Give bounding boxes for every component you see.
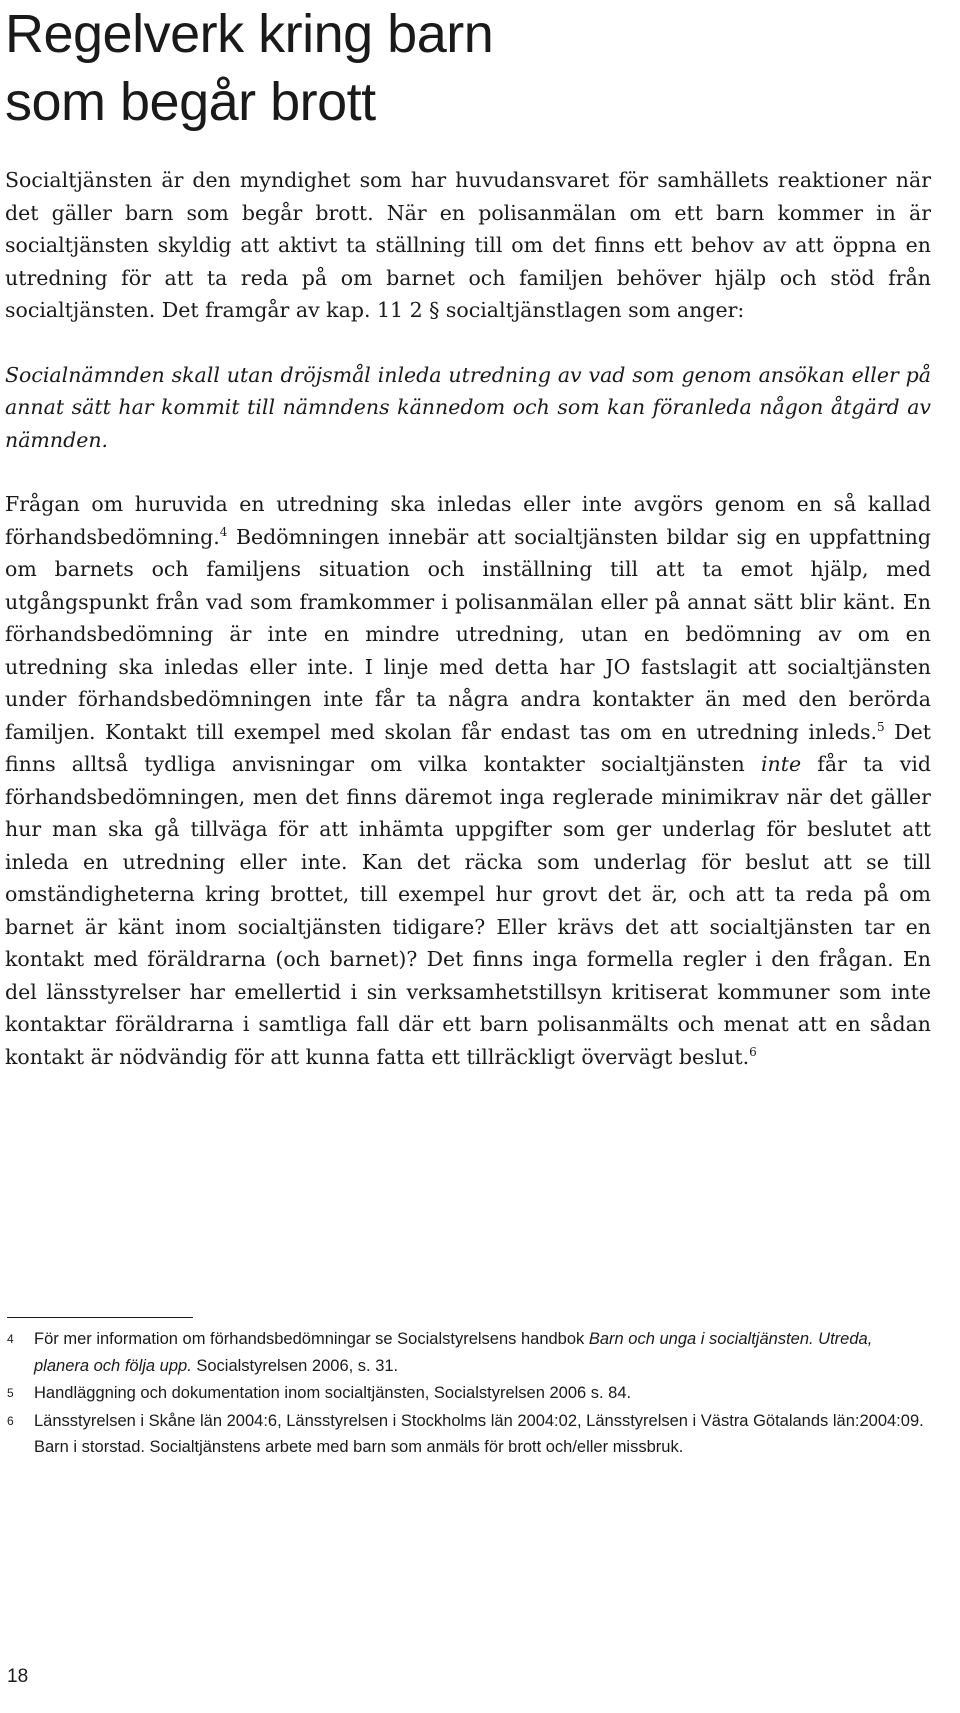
- footnote-4: [7, 1326, 927, 1379]
- footnote-text-part: För mer information om förhandsbedömningar se Socialstyrelsens handbok: [34, 1330, 589, 1348]
- footnote-text: Handläggning och dokumentation inom socialtjänsten, Socialstyrelsen 2006 s. 84.: [34, 1384, 632, 1402]
- footnote-divider: [7, 1317, 193, 1318]
- paragraph-sentence-3: Det finns alltså tydliga anvisningar om vilka kontakter socialtjänsten: [5, 719, 931, 776]
- footnote-text: Länsstyrelsen i Skåne län 2004:6, Länsstyrelsen i Stockholms län 2004:02, Länsstyrelsen i Västra Götalands län:2004:09. Barn i storstad. Socialtjänstens arbete med barn som anmäls för brott och/eller missbruk.: [34, 1411, 924, 1456]
- footnote-ref-4: 4: [219, 524, 228, 539]
- body-paragraph: [5, 488, 931, 1073]
- footnote-number: 4: [7, 1332, 14, 1346]
- law-quote: Socialnämnden skall utan dröjsmål inleda utredning av vad som genom ansökan eller på annat sätt har kommit till nämndens kännedom och som kan föranleda någon åtgärd av nämnden.: [5, 362, 931, 452]
- footnote-5: [7, 1380, 927, 1407]
- footnote-6: [7, 1408, 927, 1461]
- intro-paragraph: Socialtjänsten är den myndighet som har huvudansvaret för samhällets reaktioner när det gäller barn som begår brott. När en polisanmälan om ett barn kommer in är socialtjänsten skyldig att aktivt ta ställning till om det finns ett behov av att öppna en utredning för att ta reda på om barnet och familjen behöver hjälp och stöd från socialtjänsten. Det framgår av kap. 11 2 § socialtjänstlagen som anger:: [5, 168, 931, 322]
- footnotes: [7, 1326, 927, 1462]
- paragraph-sentence-4: får ta vid förhandsbedömningen, men det finns däremot inga reglerade minimikrav när det gäller hur man ska gå tillväga för att inhämta uppgifter som ger underlag för beslutet att inleda en utredning eller inte. Kan det räcka som underlag för beslut att se till omständigheterna kring brottet, till exempel hur grovt det är, och att ta reda på om barnet är känt inom socialtjänsten tidigare? Eller krävs det att socialtjänsten tar en kontakt med föräldrarna (och barnet)? Det finns inga formella regler i den frågan. En del länsstyrelser har emellertid i sin verksamhetstillsyn kritiserat kommuner som inte kontaktar föräldrarna i samtliga fall där ett barn polisanmälts och menat att en sådan kontakt är nödvändig för att kunna fatta ett tillräckligt övervägt beslut.: [5, 752, 931, 1069]
- footnote-text-part: Socialstyrelsen 2006, s. 31.: [191, 1356, 399, 1375]
- footnote-text: [34, 1326, 927, 1379]
- document-page: [5, 0, 931, 1073]
- page-title: [5, 0, 931, 136]
- emphasis-inte: inte: [760, 752, 802, 776]
- footnote-number: 6: [7, 1413, 14, 1428]
- footnote-ref-5: 5: [876, 719, 885, 734]
- footnote-book-title: Barn och unga i socialtjänsten. Utreda, planera och följa upp.: [34, 1330, 873, 1375]
- title-line-2: som begår brott: [5, 72, 376, 132]
- paragraph-sentence-1: Frågan om huruvida en utredning ska inledas eller inte avgörs genom en så kallad förhandsbedömning.: [5, 492, 931, 549]
- paragraph-sentence-2: Bedömningen innebär att socialtjänsten bildar sig en uppfattning om barnets och familjens situation och inställning till att ta emot hjälp, med utgångspunkt från vad som framkommer i polisanmälan eller på annat sätt blir känt. En förhandsbedömning är inte en mindre utredning, utan en bedömning av om en utredning ska inledas eller inte. I linje med detta har JO fastslagit att socialtjänsten under förhandsbedömningen inte får ta några andra kontakter än med den berörda familjen. Kontakt till exempel med skolan får endast tas om en utredning inleds.: [5, 524, 931, 744]
- footnote-number: 5: [7, 1386, 14, 1400]
- footnote-ref-6: 6: [749, 1044, 757, 1059]
- title-line-1: Regelverk kring barn: [5, 4, 494, 64]
- page-number: 18: [7, 1666, 29, 1687]
